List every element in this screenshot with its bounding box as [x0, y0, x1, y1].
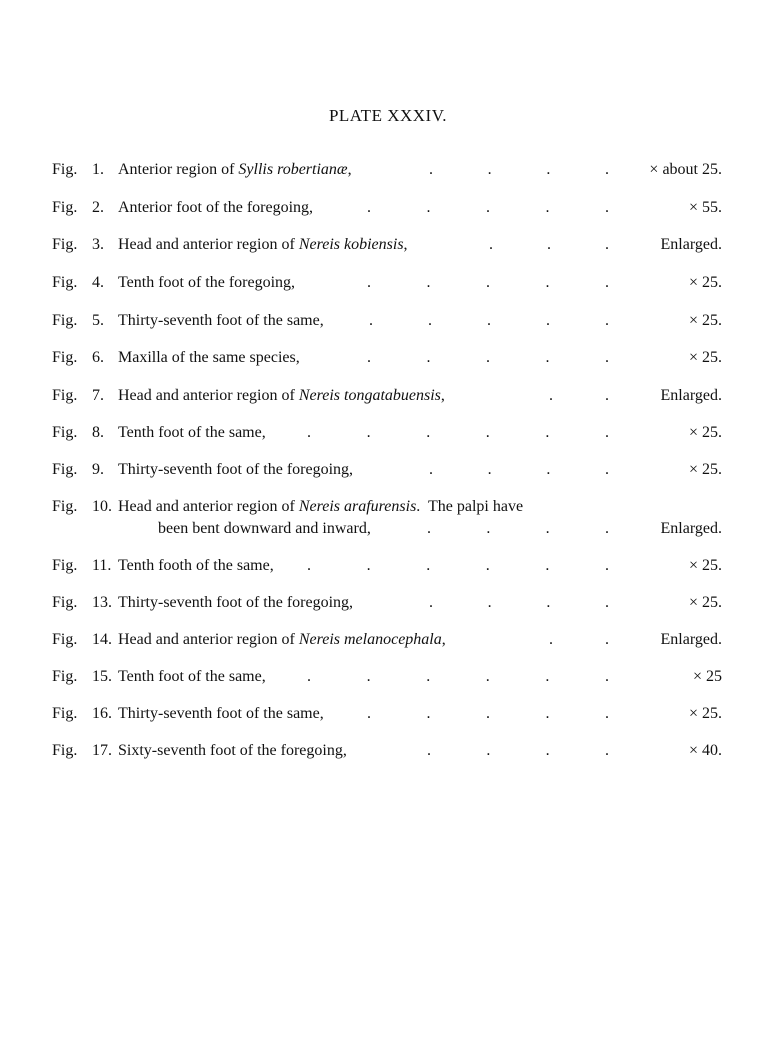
fig-label: Fig.: [52, 668, 78, 685]
fig-description: Tenth footh of the same,: [118, 557, 274, 574]
dot-leader: . . . .: [429, 161, 609, 178]
species-name: Nereis melanocephala: [298, 631, 442, 648]
fig-description: Anterior region of Syllis robertianæ,: [118, 161, 352, 178]
dot-leader: . . . .: [427, 742, 609, 759]
fig-number: 13.: [92, 594, 112, 611]
fig-description: Tenth foot of the foregoing,: [118, 274, 296, 291]
fig-description: Head and anterior region of Nereis kobiensis,: [118, 236, 408, 253]
fig-label: Fig.: [52, 594, 78, 611]
fig-description: Tenth foot of the same,: [118, 668, 266, 685]
dot-leader: . . . .: [427, 520, 609, 537]
fig-description: Thirty-seventh foot of the foregoing,: [118, 461, 354, 478]
fig-description: Maxilla of the same species,: [118, 349, 300, 366]
fig-magnification: Enlarged.: [660, 387, 722, 404]
fig-magnification: × 25: [692, 668, 722, 685]
fig-label: Fig.: [52, 199, 78, 216]
fig-magnification: × 25.: [688, 557, 722, 574]
fig-number: 11.: [92, 557, 112, 574]
species-name: Syllis robertianæ: [238, 161, 348, 178]
dot-leader: . . . . .: [367, 705, 609, 722]
fig-number: 8.: [92, 424, 104, 441]
dot-leader: . . . .: [429, 594, 609, 611]
fig-label: Fig.: [52, 161, 78, 178]
fig-description: Head and anterior region of Nereis tongatabuensis,: [118, 387, 445, 404]
fig-label: Fig.: [52, 312, 78, 329]
fig-description: Sixty-seventh foot of the foregoing,: [118, 742, 347, 759]
fig-magnification: × 25.: [688, 594, 722, 611]
fig-number: 5.: [92, 312, 104, 329]
dot-leader: . . . .: [429, 461, 609, 478]
fig-label: Fig.: [52, 274, 78, 291]
fig-label: Fig.: [52, 631, 78, 648]
fig-magnification: × 25.: [688, 274, 722, 291]
fig-description: Anterior foot of the foregoing,: [118, 199, 314, 216]
fig-magnification: × 25.: [688, 705, 722, 722]
fig-number: 7.: [92, 387, 104, 404]
fig-label: Fig.: [52, 236, 78, 253]
fig-description: Head and anterior region of Nereis arafurensis. The palpi have: [118, 498, 524, 515]
fig-description-continued: been bent downward and inward,: [158, 520, 371, 537]
fig-description: Thirty-seventh foot of the same,: [118, 705, 324, 722]
fig-number: 10.: [92, 498, 112, 515]
dot-leader: . .: [549, 387, 609, 404]
fig-label: Fig.: [52, 461, 78, 478]
dot-leader: . . .: [489, 236, 609, 253]
fig-description: Thirty-seventh foot of the foregoing,: [118, 594, 354, 611]
fig-number: 15.: [92, 668, 112, 685]
fig-number: 14.: [92, 631, 112, 648]
fig-magnification: Enlarged.: [660, 631, 722, 648]
fig-number: 2.: [92, 199, 104, 216]
fig-label: Fig.: [52, 349, 78, 366]
fig-number: 1.: [92, 161, 104, 178]
fig-number: 3.: [92, 236, 104, 253]
fig-label: Fig.: [52, 424, 78, 441]
fig-magnification: × 25.: [688, 461, 722, 478]
fig-number: 9.: [92, 461, 104, 478]
dot-leader: . . . . . .: [307, 557, 609, 574]
fig-label: Fig.: [52, 557, 78, 574]
fig-label: Fig.: [52, 705, 78, 722]
fig-magnification: × about 25.: [649, 161, 722, 178]
fig-magnification: Enlarged.: [660, 236, 722, 253]
fig-magnification: × 25.: [688, 424, 722, 441]
dot-leader: . . . . . .: [307, 424, 609, 441]
fig-label: Fig.: [52, 742, 78, 759]
fig-description: Head and anterior region of Nereis melanocephala,: [118, 631, 446, 648]
fig-magnification: Enlarged.: [660, 520, 722, 537]
fig-number: 16.: [92, 705, 112, 722]
fig-label: Fig.: [52, 498, 78, 515]
fig-magnification: × 40.: [688, 742, 722, 759]
fig-description: Thirty-seventh foot of the same,: [118, 312, 324, 329]
fig-description: Tenth foot of the same,: [118, 424, 266, 441]
fig-magnification: × 55.: [688, 199, 722, 216]
dot-leader: . .: [549, 631, 609, 648]
page-title: PLATE XXXIV.: [328, 106, 448, 125]
dot-leader: . . . . .: [367, 349, 609, 366]
fig-number: 4.: [92, 274, 104, 291]
fig-number: 6.: [92, 349, 104, 366]
species-name: Nereis arafurensis: [298, 498, 417, 515]
dot-leader: . . . . .: [367, 199, 609, 216]
fig-magnification: × 25.: [688, 349, 722, 366]
fig-magnification: × 25.: [688, 312, 722, 329]
fig-label: Fig.: [52, 387, 78, 404]
dot-leader: . . . . .: [369, 312, 609, 329]
species-name: Nereis tongatabuensis: [298, 387, 441, 404]
fig-number: 17.: [92, 742, 112, 759]
dot-leader: . . . . .: [367, 274, 609, 291]
dot-leader: . . . . . .: [307, 668, 609, 685]
species-name: Nereis kobiensis: [298, 236, 404, 253]
